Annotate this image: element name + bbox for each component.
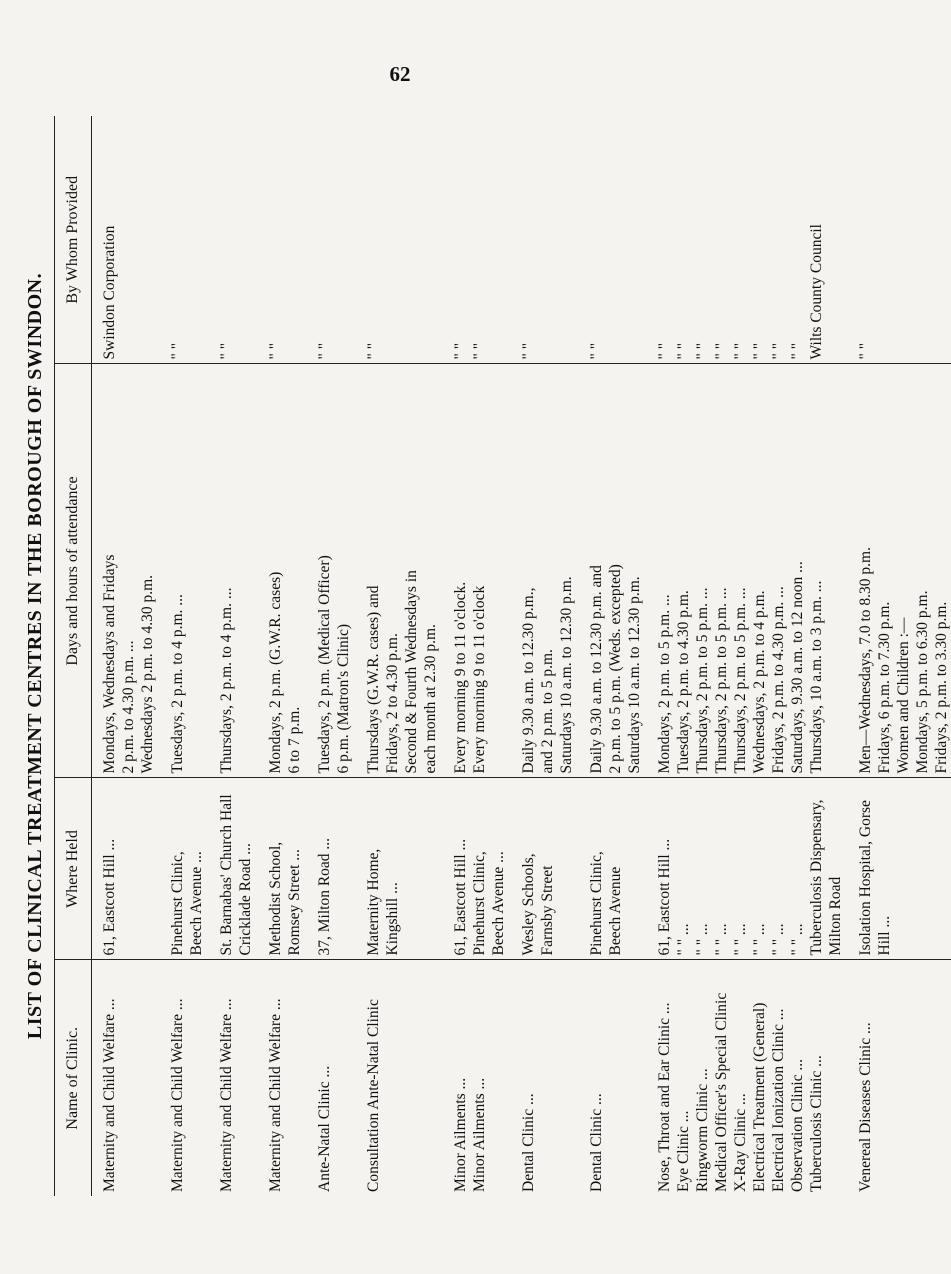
cell-line: Beech Avenue ... bbox=[490, 851, 507, 956]
cell-line: Kingshill ... bbox=[384, 882, 401, 956]
cell-line: Every morning 9 to 11 o'clock. bbox=[452, 581, 469, 774]
cell-line: " " bbox=[751, 342, 768, 360]
cell-line: 2 p.m. to 5 p.m. (Weds. excepted) bbox=[607, 564, 624, 774]
cell-line: " " bbox=[770, 342, 787, 360]
cell-line: 2 p.m. to 4.30 p.m. ... bbox=[120, 640, 137, 774]
days-hours-cell bbox=[576, 364, 644, 778]
table-row bbox=[576, 116, 644, 1196]
cell-line: Every morning 9 to 11 o'clock bbox=[471, 585, 488, 774]
table-row bbox=[353, 116, 440, 1196]
cell-line: " " bbox=[316, 342, 333, 360]
header-days-and-hours: Days and hours of attendance bbox=[55, 364, 92, 778]
cell-line: Electrical Treatment (General) bbox=[751, 1002, 768, 1192]
provider-cell bbox=[508, 116, 576, 364]
rotated-page bbox=[18, 116, 950, 1196]
where-held-cell bbox=[440, 778, 508, 960]
cell-line: Beech Avenue ... bbox=[188, 851, 205, 956]
where-held-cell bbox=[845, 778, 951, 960]
cell-line: " " bbox=[588, 342, 605, 360]
cell-line: " " bbox=[471, 342, 488, 360]
days-hours-cell bbox=[92, 364, 158, 778]
table-row bbox=[508, 116, 576, 1196]
cell-line: Minor Ailments ... bbox=[471, 1077, 488, 1192]
cell-line: Pinehurst Clinic, bbox=[588, 851, 605, 956]
cell-line: " " ... bbox=[770, 923, 787, 956]
table-row bbox=[157, 116, 206, 1196]
cell-line: Observation Clinic ... bbox=[789, 1058, 806, 1192]
cell-line: Second & Fourth Wednesdays in bbox=[403, 570, 420, 774]
cell-line: Thursdays, 2 p.m. to 4 p.m. ... bbox=[218, 587, 235, 774]
table-body bbox=[92, 116, 951, 1196]
cell-line: Daily 9.30 a.m. to 12.30 p.m., bbox=[520, 587, 537, 774]
cell-line: " " bbox=[713, 342, 730, 360]
cell-line: Maternity and Child Welfare ... bbox=[267, 998, 284, 1192]
clinic-name-cell bbox=[92, 960, 158, 1196]
cell-line: Hill ... bbox=[876, 915, 893, 956]
cell-line: Dental Clinic ... bbox=[520, 1093, 537, 1192]
cell-line: X-Ray Clinic ... bbox=[732, 1093, 749, 1192]
days-hours-cell bbox=[255, 364, 304, 778]
cell-line: Fridays, 2 p.m. to 3.30 p.m. bbox=[933, 601, 950, 774]
cell-line: Thursdays (G.W.R. cases) and bbox=[365, 585, 382, 774]
cell-line: Ante-Natal Clinic ... bbox=[316, 1065, 333, 1192]
where-held-cell bbox=[255, 778, 304, 960]
cell-line: Cricklade Road ... bbox=[237, 843, 254, 956]
cell-line: Mondays, Wednesdays and Fridays bbox=[101, 554, 118, 774]
where-held-cell bbox=[644, 778, 845, 960]
cell-line: each month at 2.30 p.m. bbox=[422, 624, 439, 774]
cell-line: Maternity Home, bbox=[365, 848, 382, 956]
clinic-name-cell bbox=[157, 960, 206, 1196]
cell-line: Women and Children :— bbox=[895, 617, 912, 774]
provider-cell bbox=[576, 116, 644, 364]
cell-line: Fridays, 2 p.m. to 4.30 p.m. ... bbox=[770, 586, 787, 774]
page-number: 62 bbox=[389, 62, 411, 86]
cell-line: Beech Avenue bbox=[607, 866, 624, 956]
cell-line: Isolation Hospital, Gorse bbox=[857, 800, 874, 956]
cell-line: Wednesdays 2 p.m. to 4.30 p.m. bbox=[139, 574, 156, 774]
where-held-cell bbox=[304, 778, 353, 960]
provider-cell bbox=[92, 116, 158, 364]
cell-line: " " bbox=[169, 342, 186, 360]
cell-line: " " bbox=[675, 342, 692, 360]
cell-line: " " bbox=[218, 342, 235, 360]
cell-line: Consultation Ante-Natal Clinic bbox=[365, 999, 382, 1192]
cell-line: Pinehurst Clinic, bbox=[169, 851, 186, 956]
where-held-cell bbox=[206, 778, 255, 960]
cell-line: 37, Milton Road ... bbox=[316, 837, 333, 956]
cell-line: Fridays, 2 to 4.30 p.m. bbox=[384, 633, 401, 774]
cell-line: " " bbox=[656, 342, 673, 360]
cell-line: Thursdays, 2 p.m. to 5 p.m. ... bbox=[713, 587, 730, 774]
clinic-table bbox=[54, 116, 951, 1196]
table-row bbox=[845, 116, 951, 1196]
provider-cell bbox=[255, 116, 304, 364]
clinic-name-cell bbox=[845, 960, 951, 1196]
where-held-cell bbox=[576, 778, 644, 960]
table-header-row bbox=[55, 116, 92, 1196]
cell-line: Men—Wednesdays, 7.0 to 8.30 p.m. bbox=[857, 547, 874, 774]
cell-line: " " bbox=[694, 342, 711, 360]
cell-line: 61, Eastcott Hill ... bbox=[452, 838, 469, 956]
where-held-cell bbox=[157, 778, 206, 960]
days-hours-cell bbox=[304, 364, 353, 778]
cell-line: Fridays, 6 p.m. to 7.30 p.m. bbox=[876, 601, 893, 774]
cell-line: Wilts County Council bbox=[808, 224, 825, 360]
cell-line: Maternity and Child Welfare ... bbox=[218, 998, 235, 1192]
cell-line: Swindon Corporation bbox=[101, 225, 118, 360]
cell-line: Electrical Ionization Clinic ... bbox=[770, 1008, 787, 1192]
cell-line: Eye Clinic ... bbox=[675, 1110, 692, 1192]
cell-line: Nose, Throat and Ear Clinic ... bbox=[656, 1002, 673, 1192]
cell-line: " " ... bbox=[713, 923, 730, 956]
page-title: LIST OF CLINICAL TREATMENT CENTRES IN THE BOROUGH OF SWINDON. bbox=[24, 272, 46, 1040]
days-hours-cell bbox=[845, 364, 951, 778]
provider-cell bbox=[644, 116, 845, 364]
where-held-cell bbox=[508, 778, 576, 960]
table-row bbox=[255, 116, 304, 1196]
table-row bbox=[206, 116, 255, 1196]
cell-line: " " ... bbox=[789, 923, 806, 956]
cell-line: Milton Road bbox=[827, 876, 844, 956]
clinic-name-cell bbox=[255, 960, 304, 1196]
cell-line: and 2 p.m. to 5 p.m. bbox=[539, 649, 556, 774]
cell-line: Minor Ailments ... bbox=[452, 1077, 469, 1192]
provider-cell bbox=[353, 116, 440, 364]
table-row bbox=[304, 116, 353, 1196]
cell-line: " " bbox=[267, 342, 284, 360]
cell-line: " " ... bbox=[751, 923, 768, 956]
cell-line: Thursdays, 2 p.m. to 5 p.m. ... bbox=[732, 587, 749, 774]
cell-line: Mondays, 2 p.m. to 5 p.m. ... bbox=[656, 594, 673, 774]
cell-line: Dental Clinic ... bbox=[588, 1093, 605, 1192]
header-by-whom-provided: By Whom Provided bbox=[55, 116, 92, 364]
cell-line: Saturdays 10 a.m. to 12.30 p.m. bbox=[626, 576, 643, 774]
cell-line: Tuberculosis Dispensary, bbox=[808, 799, 825, 956]
clinic-name-cell bbox=[576, 960, 644, 1196]
table-row bbox=[92, 116, 158, 1196]
provider-cell bbox=[845, 116, 951, 364]
cell-line: " " bbox=[365, 342, 382, 360]
cell-line: Wednesdays, 2 p.m. to 4 p.m. bbox=[751, 590, 768, 774]
cell-line: 61, Eastcott Hill ... bbox=[656, 838, 673, 956]
clinic-name-cell bbox=[206, 960, 255, 1196]
table-row bbox=[440, 116, 508, 1196]
header-name-of-clinic: Name of Clinic. bbox=[55, 960, 92, 1196]
cell-line: Maternity and Child Welfare ... bbox=[101, 998, 118, 1192]
where-held-cell bbox=[353, 778, 440, 960]
cell-line: Mondays, 2 p.m. (G.W.R. cases) bbox=[267, 571, 284, 774]
cell-line: Ringworm Clinic ... bbox=[694, 1068, 711, 1192]
cell-line: Tuberculosis Clinic ... bbox=[808, 1055, 825, 1192]
cell-line: " " ... bbox=[732, 923, 749, 956]
provider-cell bbox=[304, 116, 353, 364]
cell-line: " " bbox=[789, 342, 806, 360]
clinic-name-cell bbox=[353, 960, 440, 1196]
header-where-held: Where Held bbox=[55, 778, 92, 960]
provider-cell bbox=[206, 116, 255, 364]
provider-cell bbox=[157, 116, 206, 364]
cell-line: Methodist School, bbox=[267, 841, 284, 956]
cell-line: Mondays, 5 p.m. to 6.30 p.m. bbox=[914, 590, 931, 774]
clinic-name-cell bbox=[644, 960, 845, 1196]
provider-cell bbox=[440, 116, 508, 364]
days-hours-cell bbox=[440, 364, 508, 778]
clinic-name-cell bbox=[304, 960, 353, 1196]
cell-line: " " ... bbox=[694, 923, 711, 956]
cell-line: Wesley Schools, bbox=[520, 853, 537, 956]
cell-line: St. Barnabas' Church Hall bbox=[218, 794, 235, 956]
cell-line: Saturdays, 9.30 a.m. to 12 noon ... bbox=[789, 561, 806, 774]
cell-line: Farnsby Street bbox=[539, 865, 556, 956]
cell-line: 6 p.m. (Matron's Clinic) bbox=[335, 623, 352, 774]
clinic-name-cell bbox=[508, 960, 576, 1196]
cell-line: Thursdays, 10 a.m. to 3 p.m. ... bbox=[808, 580, 825, 774]
table-row bbox=[644, 116, 845, 1196]
days-hours-cell bbox=[157, 364, 206, 778]
cell-line: Medical Officer's Special Clinic bbox=[713, 992, 730, 1192]
cell-line: Pinehurst Clinic, bbox=[471, 851, 488, 956]
cell-line: " " bbox=[857, 342, 874, 360]
days-hours-cell bbox=[206, 364, 255, 778]
cell-line: " " bbox=[732, 342, 749, 360]
cell-line: Daily 9.30 a.m. to 12.30 p.m. and bbox=[588, 565, 605, 774]
days-hours-cell bbox=[353, 364, 440, 778]
cell-line: Tuesdays, 2 p.m. to 4 p.m. ... bbox=[169, 594, 186, 774]
cell-line: Thursdays, 2 p.m. to 5 p.m. ... bbox=[694, 587, 711, 774]
cell-line: 61, Eastcott Hill ... bbox=[101, 838, 118, 956]
where-held-cell bbox=[92, 778, 158, 960]
cell-line: Maternity and Child Welfare ... bbox=[169, 998, 186, 1192]
days-hours-cell bbox=[644, 364, 845, 778]
cell-line: " " ... bbox=[675, 923, 692, 956]
cell-line: Tuesdays, 2 p.m. (Medical Officer) bbox=[316, 555, 333, 774]
cell-line: Romsey Street ... bbox=[286, 849, 303, 956]
cell-line: 6 to 7 p.m. bbox=[286, 706, 303, 774]
cell-line: Venereal Diseases Clinic ... bbox=[857, 1022, 874, 1192]
cell-line: Saturdays 10 a.m. to 12.30 p.m. bbox=[558, 576, 575, 774]
days-hours-cell bbox=[508, 364, 576, 778]
cell-line: Tuesdays, 2 p.m. to 4.30 p.m. bbox=[675, 590, 692, 774]
clinic-name-cell bbox=[440, 960, 508, 1196]
cell-line: " " bbox=[520, 342, 537, 360]
cell-line: " " bbox=[452, 342, 469, 360]
